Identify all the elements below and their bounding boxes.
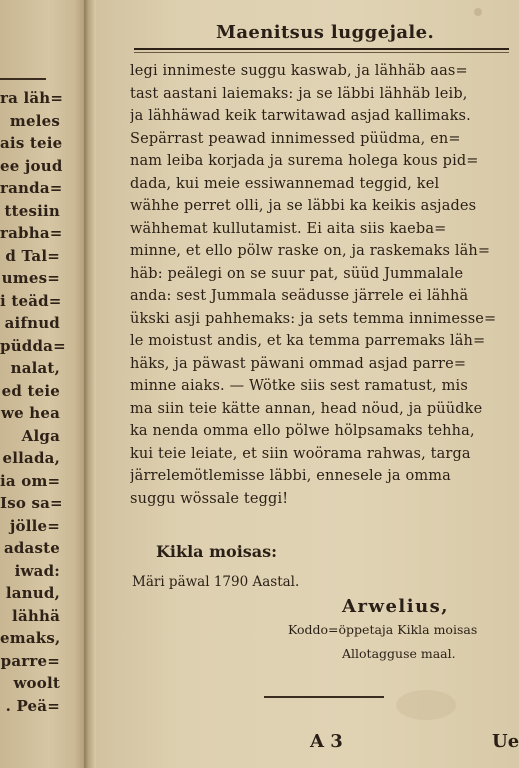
closing-place: Kikla moisas: [156, 542, 278, 561]
body-text [130, 60, 515, 510]
left-line: ed teie [1, 381, 60, 400]
left-line: ia om= [0, 471, 61, 490]
text-line: kui teie leiate, et siin woörama rahwas, targa [130, 445, 471, 462]
left-line: ttesiin [4, 201, 60, 220]
text-line: anda: sest Jummala seädusse järrele ei lähhä [130, 288, 469, 304]
header-rule-thin [134, 52, 509, 53]
left-line: ra läh= [0, 89, 64, 107]
text-line: wähhe perret olli, ja se läbbi ka keikis asjades [130, 198, 477, 214]
left-line: Alga [21, 426, 60, 445]
left-line: jölle= [9, 516, 60, 535]
left-line: Iso sa= [0, 494, 63, 512]
text-line: ma siin teie kätte annan, head nöud, ja püüdke [130, 400, 483, 417]
text-line: nam leiba korjada ja surema holega kous pid= [130, 153, 479, 169]
left-line: emaks, [0, 629, 61, 647]
left-line: ee joud [0, 156, 63, 175]
left-page-rule [0, 78, 46, 80]
left-line: . Peä= [5, 696, 60, 715]
page-title: Maenitsus luggejale. [216, 22, 435, 43]
left-line: aifnud [4, 314, 60, 332]
text-line: le moistust andis, et ka temma parremaks läh= [130, 333, 486, 349]
header-rule [134, 48, 509, 50]
text-line: ka nenda omma ello pölwe hölpsamaks tehha, [130, 423, 475, 439]
paper-stain [474, 8, 482, 16]
left-line: i teäd= [0, 291, 62, 310]
text-line: Sepärrast peawad innimessed püüdma, en= [130, 130, 461, 147]
left-line: ais teie [0, 134, 63, 152]
text-line: dada, kui meie essiwannemad teggid, kel [130, 175, 440, 192]
text-line: minne aiaks. — Wötke siis sest ramatust, mis [130, 378, 468, 394]
text-line: tast aastani laiemaks: ja se läbbi lähhäb leib, [130, 85, 468, 102]
left-line: lanud, [5, 584, 60, 602]
left-line: püdda= [0, 336, 66, 355]
right-page [96, 0, 519, 768]
left-line: adaste [3, 539, 60, 557]
left-line: ellada, [2, 449, 60, 467]
author-role: Koddo=öppetaja Kikla moisas [288, 622, 478, 637]
text-line: legi innimeste suggu kaswab, ja lähhäb aas= [130, 63, 468, 79]
text-line: wähhemat kullutamist. Ei aita siis kaeba= [130, 220, 447, 237]
paper-stain [396, 690, 456, 720]
left-line: woolt [13, 674, 60, 692]
text-line: häb: peälegi on se suur pat, süüd Jummalale [130, 265, 464, 282]
text-line: ükski asji pahhemaks: ja sets temma innimesse= [130, 310, 497, 327]
text-line: järrelemötlemisse läbbi, ennesele ja omma [130, 468, 451, 484]
left-line: iwad: [14, 561, 60, 580]
text-line: ja lähhäwad keik tarwitawad asjad kallimaks. [130, 108, 471, 124]
left-line: umes= [1, 269, 60, 287]
left-line: randa= [0, 179, 63, 197]
left-line: lähhä [12, 606, 60, 625]
left-line: rabha= [0, 224, 63, 242]
author-place: Allotagguse maal. [342, 646, 456, 661]
left-page [0, 0, 88, 768]
left-page-text [0, 87, 66, 717]
signature-mark: A 3 [310, 731, 343, 752]
text-line: suggu wössale teggi! [130, 490, 289, 507]
left-line: d Tal= [5, 246, 60, 265]
author-name: Arwelius, [342, 596, 450, 617]
left-line: nalat, [10, 359, 60, 377]
text-line: häks, ja päwast päwani ommad asjad parre= [130, 355, 467, 372]
left-line: parre= [0, 651, 60, 670]
closing-date: Märi päwal 1790 Aastal. [132, 574, 300, 590]
catchword: Ue [492, 731, 519, 752]
left-line: meles [9, 111, 60, 130]
left-line: we hea [0, 404, 60, 422]
closing-rule [264, 696, 384, 698]
book-gutter [84, 0, 96, 768]
text-line: minne, et ello pölw raske on, ja raskemaks läh= [130, 243, 491, 259]
